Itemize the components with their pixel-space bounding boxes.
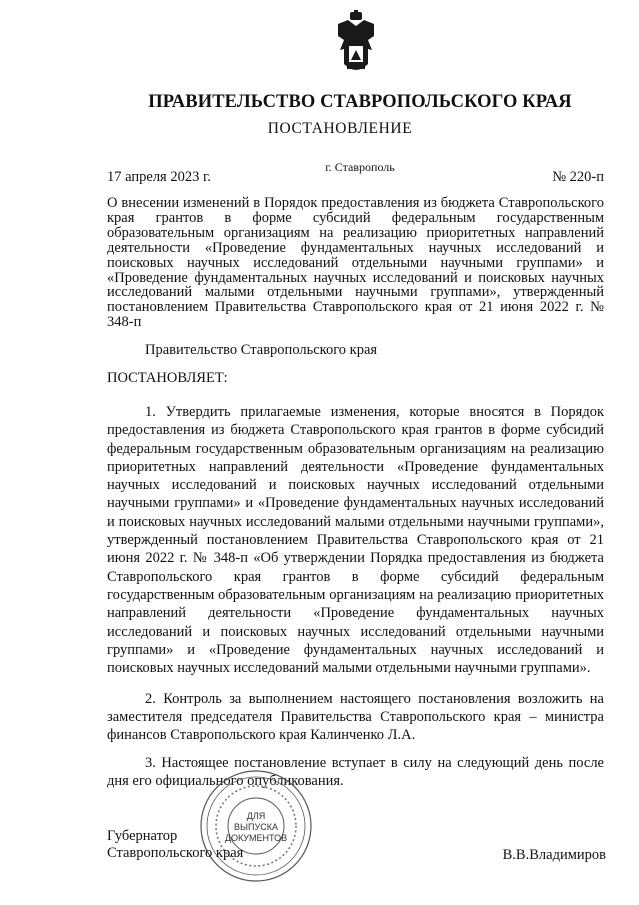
document-subject: О внесении изменений в Порядок предоставления из бюджета Ставропольского края грантов в форме субсидий федеральным государственным образовательным организациям на реализацию приоритетных направлений деятельности «Проведение фундаментальных научных исследований и поисковых научных исследований отдельными научными группами» и «Проведение фундаментальных научных исследований и поисковых научных исследований малыми отдельными научными группами», утвержденный постановлением Правительства Ставропольского края от 21 июня 2022 г. № 348-п [107, 195, 604, 331]
signature-role-line-1: Губернатор [107, 828, 178, 844]
page-title: ПРАВИТЕЛЬСТВО СТАВРОПОЛЬСКОГО КРАЯ [148, 92, 572, 112]
paragraph-item-2: 2. Контроль за выполнением настоящего постановления возложить на заместителя председателя Правительства Ставропольского края – министра финансов Ставропольского края Калинченко Л.А. [107, 691, 604, 743]
document-date: 17 апреля 2023 г. [107, 169, 211, 185]
stamp-text-line-3: ДОКУМЕНТОВ [224, 833, 288, 843]
government-line: Правительство Ставропольского края [145, 342, 378, 358]
signature-name: В.В.Владимиров [502, 847, 606, 863]
signature-role [107, 828, 243, 862]
paragraph-item-1: 1. Утвердить прилагаемые изменения, которые вносятся в Порядок предоставления из бюджета Ставропольского края грантов в форме субсидий федеральным государственным образовательным организациям на реализацию приоритетных направлений деятельности «Проведение фундаментальных научных исследований и поисковых научных исследований отдельными научными группами» и «Проведение фундаментальных научных исследований и поисковых научных исследований малыми отдельными научными группами», утвержденный постановлением Правительства Ставропольского края от 21 июня 2022 г. № 348-п «Об утверждении Порядка предоставления из бюджета Ставропольского края грантов в форме субсидий федеральным государственным образовательным организациям на реализацию приоритетных направлений деятельности «Проведение фундаментальных научных исследований и поисковых научных исследований отдельными научными группами» и «Проведение фундаментальных научных исследований и поисковых научных исследований малыми отдельными научными группами». [107, 404, 604, 677]
round-seal-icon [198, 768, 314, 884]
decree-word: ПОСТАНОВЛЯЕТ: [107, 370, 228, 386]
stamp-text-line-1: ДЛЯ [246, 811, 266, 821]
paragraph-item-3: 3. Настоящее постановление вступает в силу на следующий день после дня его официального опубликования. [107, 755, 604, 790]
coat-of-arms-icon [334, 10, 378, 78]
document-city: г. Ставрополь [325, 160, 395, 174]
stamp-text-line-2: ВЫПУСКА [234, 822, 278, 832]
signature-role-line-2: Ставропольского края [107, 845, 244, 861]
document-type: ПОСТАНОВЛЕНИЕ [267, 120, 413, 137]
document-number: № 220-п [552, 169, 604, 185]
